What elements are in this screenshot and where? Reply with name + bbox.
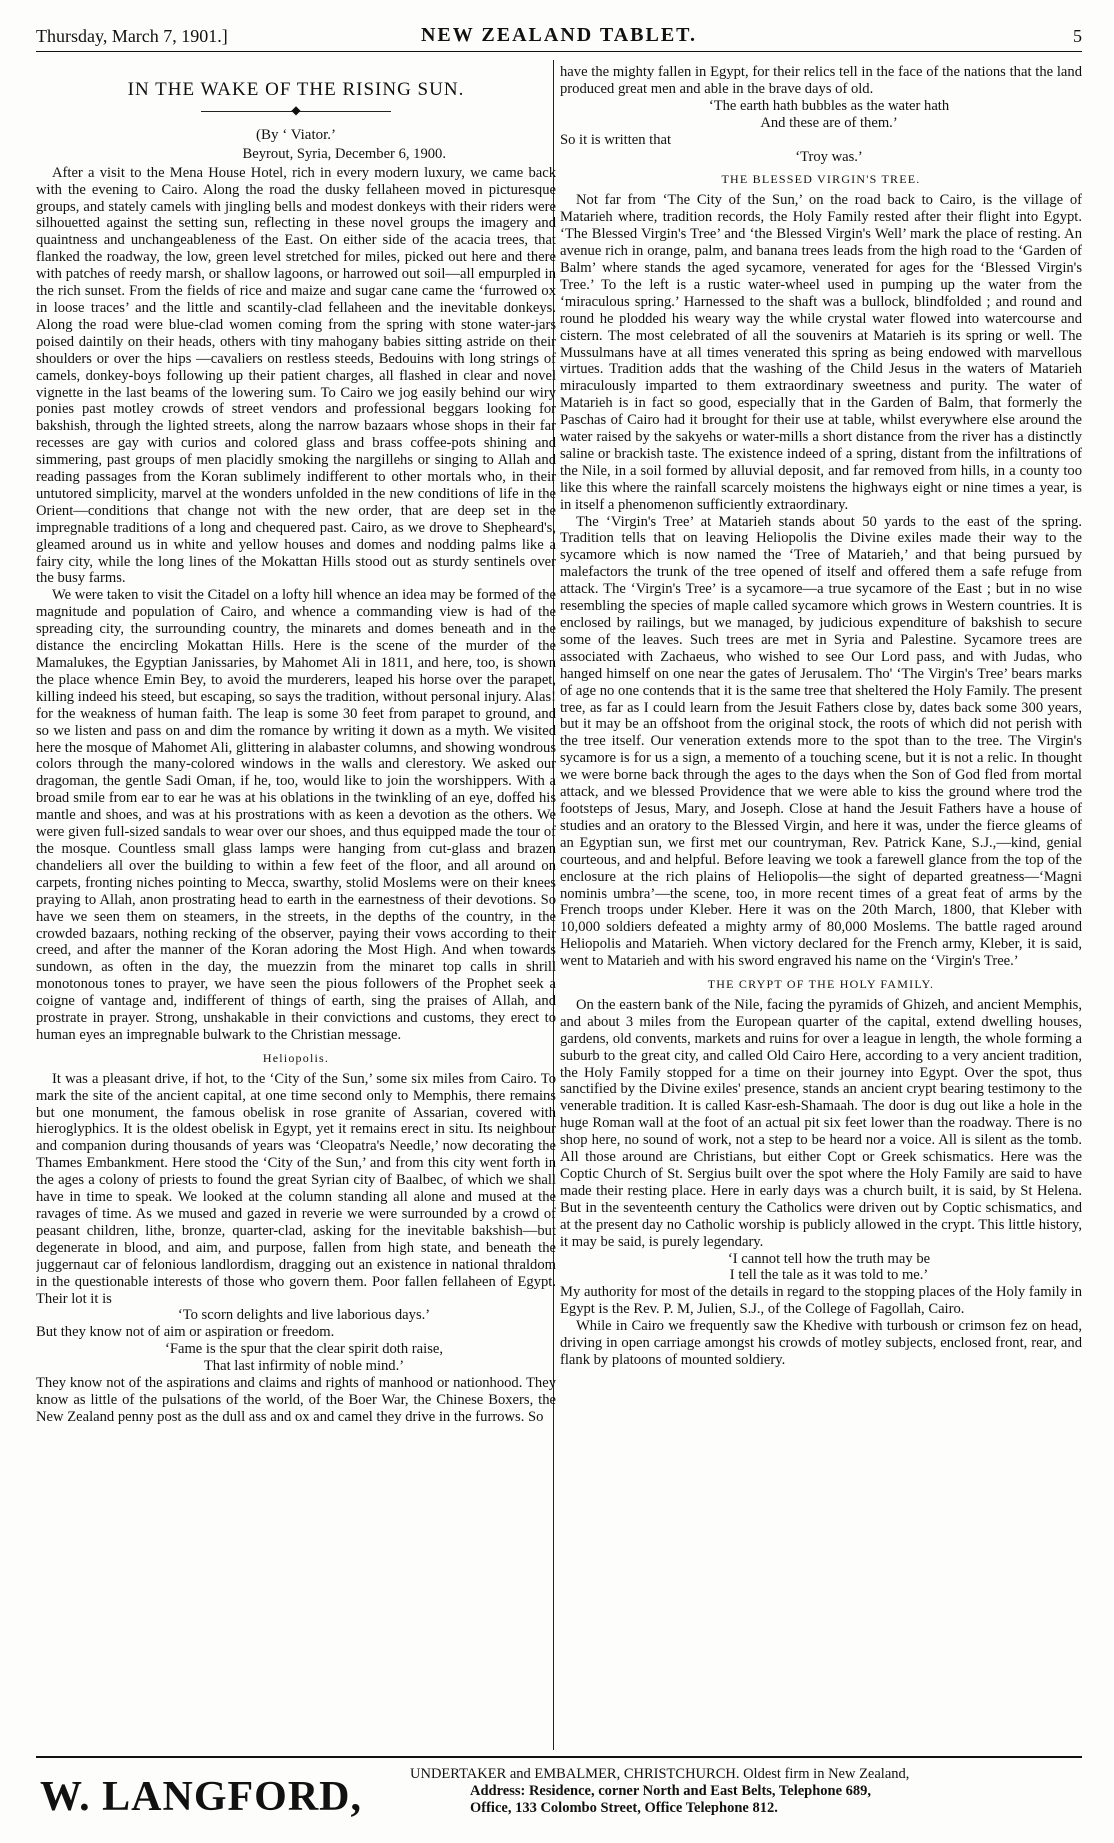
advertiser-details — [410, 1766, 1080, 1817]
section-heading-crypt: THE CRYPT OF THE HOLY FAMILY. — [707, 977, 935, 992]
paragraph: So it is written that — [560, 131, 672, 148]
byline: (By ‘ Viator.’ — [255, 126, 337, 143]
dateline: Beyrout, Syria, December 6, 1900. — [242, 145, 446, 162]
footer-rule — [36, 1756, 1082, 1758]
masthead — [36, 18, 1082, 52]
paragraph: On the eastern bank of the Nile, facing the pyramids of Ghizeh, and ancient Memphis, and about 3 miles from the European quarter of the capital, extend dwelling houses, gardens, old convents, markets and ruins for over a league in length, the whole forming a suburb to the great city, and called Old Cairo Here, according to a very ancient tradition, the Holy Family stopped for a time on their journey into Egypt. Over the spot, thus sanctified by the Divine exiles' presence, stands an ancient crypt bearing testimony to the venerable tradition. It is called Kasr-esh-Shamaah. The door is dug out like a hole in the huge Roman wall at the foot of an actual pit six feet lower than the roadway. There is no shop here, no sound of work, not a step to be heard nor a voice. All is silent as the tomb. All those around are Christians, but either Copt or Greek schismatics. Here was the Coptic Church of St. Sergius built over the spot where the Holy Family are said to have made their resting place. Here in early days was a church built, it is said, by St Helena. But in the seventeenth century the Catholics were driven out by Coptic schismatics, and at the present day no Catholic worship is publicly allowed in the crypt. This little history, it may be said, is purely legendary. — [560, 996, 1082, 1250]
section-heading-virgins-tree: THE BLESSED VIRGIN'S TREE. — [721, 172, 921, 187]
quote-line: ‘The earth hath bubbles as the water hath — [708, 97, 950, 114]
quotation — [560, 98, 1082, 132]
quotation — [560, 1251, 1082, 1285]
paragraph: The ‘Virgin's Tree’ at Matarieh stands about 50 yards to the east of the spring. Tradition tells that on leaving Heliopolis the Divine exiles made their way to the sycamore which is now named the ‘Tree of Matarieh,’ and that being pursued by malefactors the trunk of the tree opened of itself and offered them a safe refuge from attack. The ‘Virgin's Tree’ is a sycamore—a true sycamore of the East ; but in no wise resembling the species of maple called sycamore which grows in Western countries. It is enclosed by railings, but we managed, by judicious expenditure of bakshish to secure some of the leaves. Such trees are met in Syria and Palestine. Sycamore trees are associated with Zachaeus, who wished to see Our Lord pass, and with Judas, who hanged himself on one near the gates of Jerusalem. Tho' ‘The Virgin's Tree’ bears marks of age no one contends that it is the same tree that sheltered the Holy Family. The present tree, as far as I could learn from the Jesuit Fathers close by, dates back some 300 years, but it may be an offshoot from the original stock, the roots of which did not perish with the tree itself. Our veneration extends more to the spot than to the tree. The Virgin's sycamore is for us a sign, a memento of a touching scene, but it is not a relic. In thought we were borne back through the ages to the days when the Son of God fled from mortal attack, and we blessed Providence that we were able to kiss the ground where trod the footsteps of Jesus, Mary, and Joseph. Close at hand the Jesuit Fathers have a house of studies and an oratory to the Blessed Virgin, and here it was, under the fierce gleams of an Egyptian sun, we first met our countryman, Rev. Patrick Kane, S.J.,—kind, genial courteous, and and helpful. Before leaving we took a farewell glance from the top of the enclosure at the rich plains of Heliopolis—the sight of departed greatness—‘Magni nominis umbra’—the scene, too, in more recent times of a great feat of arms by the French troops under Kleber. Here it was on the 20th March, 1800, that Kleber with 10,000 soldiers defeated a mighty army of 80,000 Moslems. The battle raged around Heliopolis and Matarieh. When victory declared for the French army, Kleber, it is said, went to Matarieh and with his sword engraved his name on the ‘Virgin's Tree.’ — [560, 513, 1082, 970]
ornament-rule — [201, 107, 391, 117]
issue-date: Thursday, March 7, 1901.] — [36, 26, 228, 46]
paragraph: Not far from ‘The City of the Sun,’ on the road back to Cairo, is the village of Matarieh where, tradition records, the Holy Family rested after their flight into Egypt. ‘The Blessed Virgin's Tree’ and ‘the Blessed Virgin's Well’ mark the place of resting. An avenue rich in orange, palm, and banana trees leads from the high road to the ‘Garden of Balm’ where stands the aged sycamore, venerated for ages for the ‘Blessed Virgin's Tree.’ To the left is a rustic water-wheel used in pumping up the water from the ‘miraculous spring.’ Harnessed to the shaft was a bullock, blindfolded ; and round and round he plodded his weary way the while crystal water flowed into watercourse and cistern. The most celebrated of all the souvenirs at Matarieh is its spring or well. The Mussulmans have at all times venerated this spring as being endowed with marvellous virtues. Tradition adds that the washing of the Child Jesus in the waters of Matarieh miraculously imparted to them extraordinary sweetness and purity. The water of Matarieh is in fact so good, especially that in the Garden of Balm, that formerly the Paschas of Cairo had it brought for their use at table, whilst everywhere else around the water raised by the sakyehs or water-mills a short distance from the river has a distinctly saline or brackish taste. The existence indeed of a spring, distant from the infiltrations of the Nile, in a soil formed by alluvial deposit, and far removed from hills, in a county too like this where the rainfall scarcely moistens the highways eight or nine times a year, is in itself a phenomenon sufficiently extraordinary. — [560, 192, 1082, 513]
quote-line: That last infirmity of noble mind.’ — [203, 1358, 405, 1375]
quote-line: ‘Fame is the spur that the clear spirit doth raise, — [164, 1341, 443, 1358]
paragraph: They know not of the aspirations and claims and rights of manhood or nationhood. They know as little of the pulsations of the world, of the Boer War, the Chinese Boxers, the New Zealand penny post as the dull ass and ox and camel they drive in the furrows. So — [36, 1375, 556, 1425]
advert-line: UNDERTAKER and EMBALMER, CHRISTCHURCH. Oldest firm in New Zealand, — [410, 1766, 910, 1782]
quote-line: I tell the tale as it was told to me.’ — [729, 1267, 929, 1284]
newspaper-title: NEW ZEALAND TABLET. — [420, 24, 698, 46]
paragraph: My authority for most of the details in regard to the stopping places of the Holy family in Egypt is the Rev. P. M, Julien, S.J., of the College of Fagollah, Cairo. — [560, 1284, 1082, 1318]
quotation: ‘Troy was.’ — [795, 148, 863, 165]
paragraph: After a visit to the Mena House Hotel, rich in every modern luxury, we came back with the evening to Cairo. Along the road the dusky fellaheen moved in picturesque groups, and stately camels with jingling bells and modest donkeys with their riders were silhouetted against the setting sun, reflecting in these novel groups the imagery and quaintness and unchangeableness of the East. On either side of the acacia trees, that flanked the roadway, the low, green level stretched for miles, picked out here and there with patches of reedy marsh, or shallow lagoons, or harrowed out soil—all empurpled in the rich sunset. From the fields of rice and maize and sugar cane came the ‘furrowed ox in loose traces’ and the little and scantily-clad fellaheen and the inevitable donkeys. Along the road were blue-clad women coming from the spring with stone water-jars poised daintily on their heads, others with tiny mahogany babies sitting astride on their shoulders or over the hips —cavaliers on restless steeds, Bedouins with long strings of camels, donkey-boys following up their patient charges, all flashed in clear and novel vignette in the last beams of the lowering sum. To Cairo we jog easily behind our wiry ponies past motley crowds of street vendors and professional beggars looking for bakshish, through the lighted streets, along the narrow bazaars whose shops in their far recesses are gay with curios and colored glass and brass coffee-pots shining and simmering, past groups of men placidly smoking the nargillehs or singing to Allah and reading passages from the Koran sublimely indifferent to other mortals who, in their untutored simplicity, marvel at the wonders unfolded in the new conditions of life in the Orient—conditions that change not with the new order, that are deep set in the impregnable traditions of a long and chequered past. Cairo, as we drove to Shepheard's, gleamed around us in white and yellow houses and domes and nodding palms like a fairy city, while the long lines of the Mokattan Hills stood out as sturdy sentinels over the busy farms. — [36, 164, 556, 587]
quotation: ‘To scorn delights and live laborious days.’ — [177, 1307, 431, 1324]
paragraph: While in Cairo we frequently saw the Khedive with turboush or crimson fez on head, driving in open carriage amongst his crowds of motley subjects, enclosed front, rear, and flank by platoons of mounted soldiery. — [560, 1318, 1082, 1368]
paragraph: have the mighty fallen in Egypt, for their relics tell in the face of the nations that the land produced great men and able in the brave days of old. — [560, 64, 1082, 97]
paragraph: It was a pleasant drive, if hot, to the ‘City of the Sun,’ some six miles from Cairo. To mark the site of the ancient capital, at one time second only to Memphis, there remains but one monument, the famous obelisk in rose granite of Assarian, covered with hieroglyphics. It is the oldest obelisk in Egypt, yet it remains erect in situ. Its neighbour and companion during thousands of years was ‘Cleopatra's Needle,’ now decorating the Thames Embankment. Here stood the ‘City of the Sun,’ and from this city went forth in the ages a colony of priests to found the great Syrian city of Baalbec, of which we shall have in time to speak. We looked at the column standing all alone and mused at the ravages of time. As we mused and gazed in reverie we were surrounded by a crowd of peasant children, lithe, bronze, quarter-clad, asking for the inevitable bakshish—but degenerate in blood, and aim, and purpose, fallen from high state, and beneath the juggernaut car of felonious landlordism, dragging out an existence in national thraldom in the questionable interests of those who govern them. Poor fallen fellaheen of Egypt. Their lot it is — [36, 1070, 556, 1307]
quote-line: ‘I cannot tell how the truth may be — [727, 1250, 931, 1267]
advertiser-name: W. LANGFORD, — [40, 1774, 362, 1820]
article-title: IN THE WAKE OF THE RISING SUN. — [127, 79, 465, 100]
advertisement — [40, 1766, 1080, 1836]
quotation — [36, 1341, 556, 1375]
quote-line: And these are of them.’ — [760, 114, 898, 131]
advert-address: Address: Residence, corner North and East Belts, Telephone 689, — [470, 1783, 872, 1799]
right-column — [560, 64, 1082, 1754]
paragraph: We were taken to visit the Citadel on a lofty hill whence an idea may be formed of the magnitude and population of Cairo, and whence a commanding view is had of the spreading city, the surrounding country, the minarets and domes beneath and in the distance the encircling Mokattan Hills. Here is the scene of the murder of the Mamalukes, the Egyptian Janissaries, by Mahomet Ali in 1811, and here, too, is shown the place whence Emin Bey, to avoid the murderers, leaped his horse over the parapet, killing indeed his steed, but escaping, so says the tradition, without personal injury. Alas! for the weakness of human faith. The leap is some 30 feet from parapet to ground, and so we listen and pass on and dim the romance by writing it down as a myth. We visited here the mosque of Mahomet Ali, glittering in alabaster columns, and showing wondrous colors through the many-colored windows in the walls and clerestory. We asked our dragoman, the gentle Sadi Oman, if he, too, would like to join the worshippers. With a broad smile from ear to ear he was at his oblations in the twinkling of an eye, doffed his mantle and shoes, and was at his prostrations with as keen a devotion as the others. We were given full-sized sandals to wear over our shoes, and thus equipped made the tour of the mosque. Countless small glass lamps were hanging from cut-glass and brazen chandeliers all over the building to within a few feet of the floor, and all around on carpets, fronting niches pointing to Mecca, swarthy, stolid Moslems were on their knees praying to Allah, anon prostrating head to earth in the earnestness of their devotions. So have we seen them on steamers, in the streets, in the depths of the country, in the crowded bazaars, nothing recking of the observer, paying their vows according to their creed, and after the manner of the Koran adoring the Most High. And when towards sundown, as often in the day, the muezzin from the minaret top calls in shrill monotonous tones to prayer, we have seen the pious followers of the Prophet seek a coigne of vantage and, indifferent of things of earth, sing the praises of Allah, and prostrate in prayer. Strong, unshakable in their convictions and customs, they erect to human eyes an impregnable bulwark to the Christian message. — [36, 587, 556, 1043]
page-number: 5 — [1073, 26, 1082, 46]
section-heading-heliopolis: Heliopolis. — [262, 1050, 330, 1065]
left-column — [36, 64, 556, 1754]
paragraph: But they know not of aim or aspiration or freedom. — [36, 1324, 335, 1341]
advert-office: Office, 133 Colombo Street, Office Telephone 812. — [470, 1800, 778, 1816]
